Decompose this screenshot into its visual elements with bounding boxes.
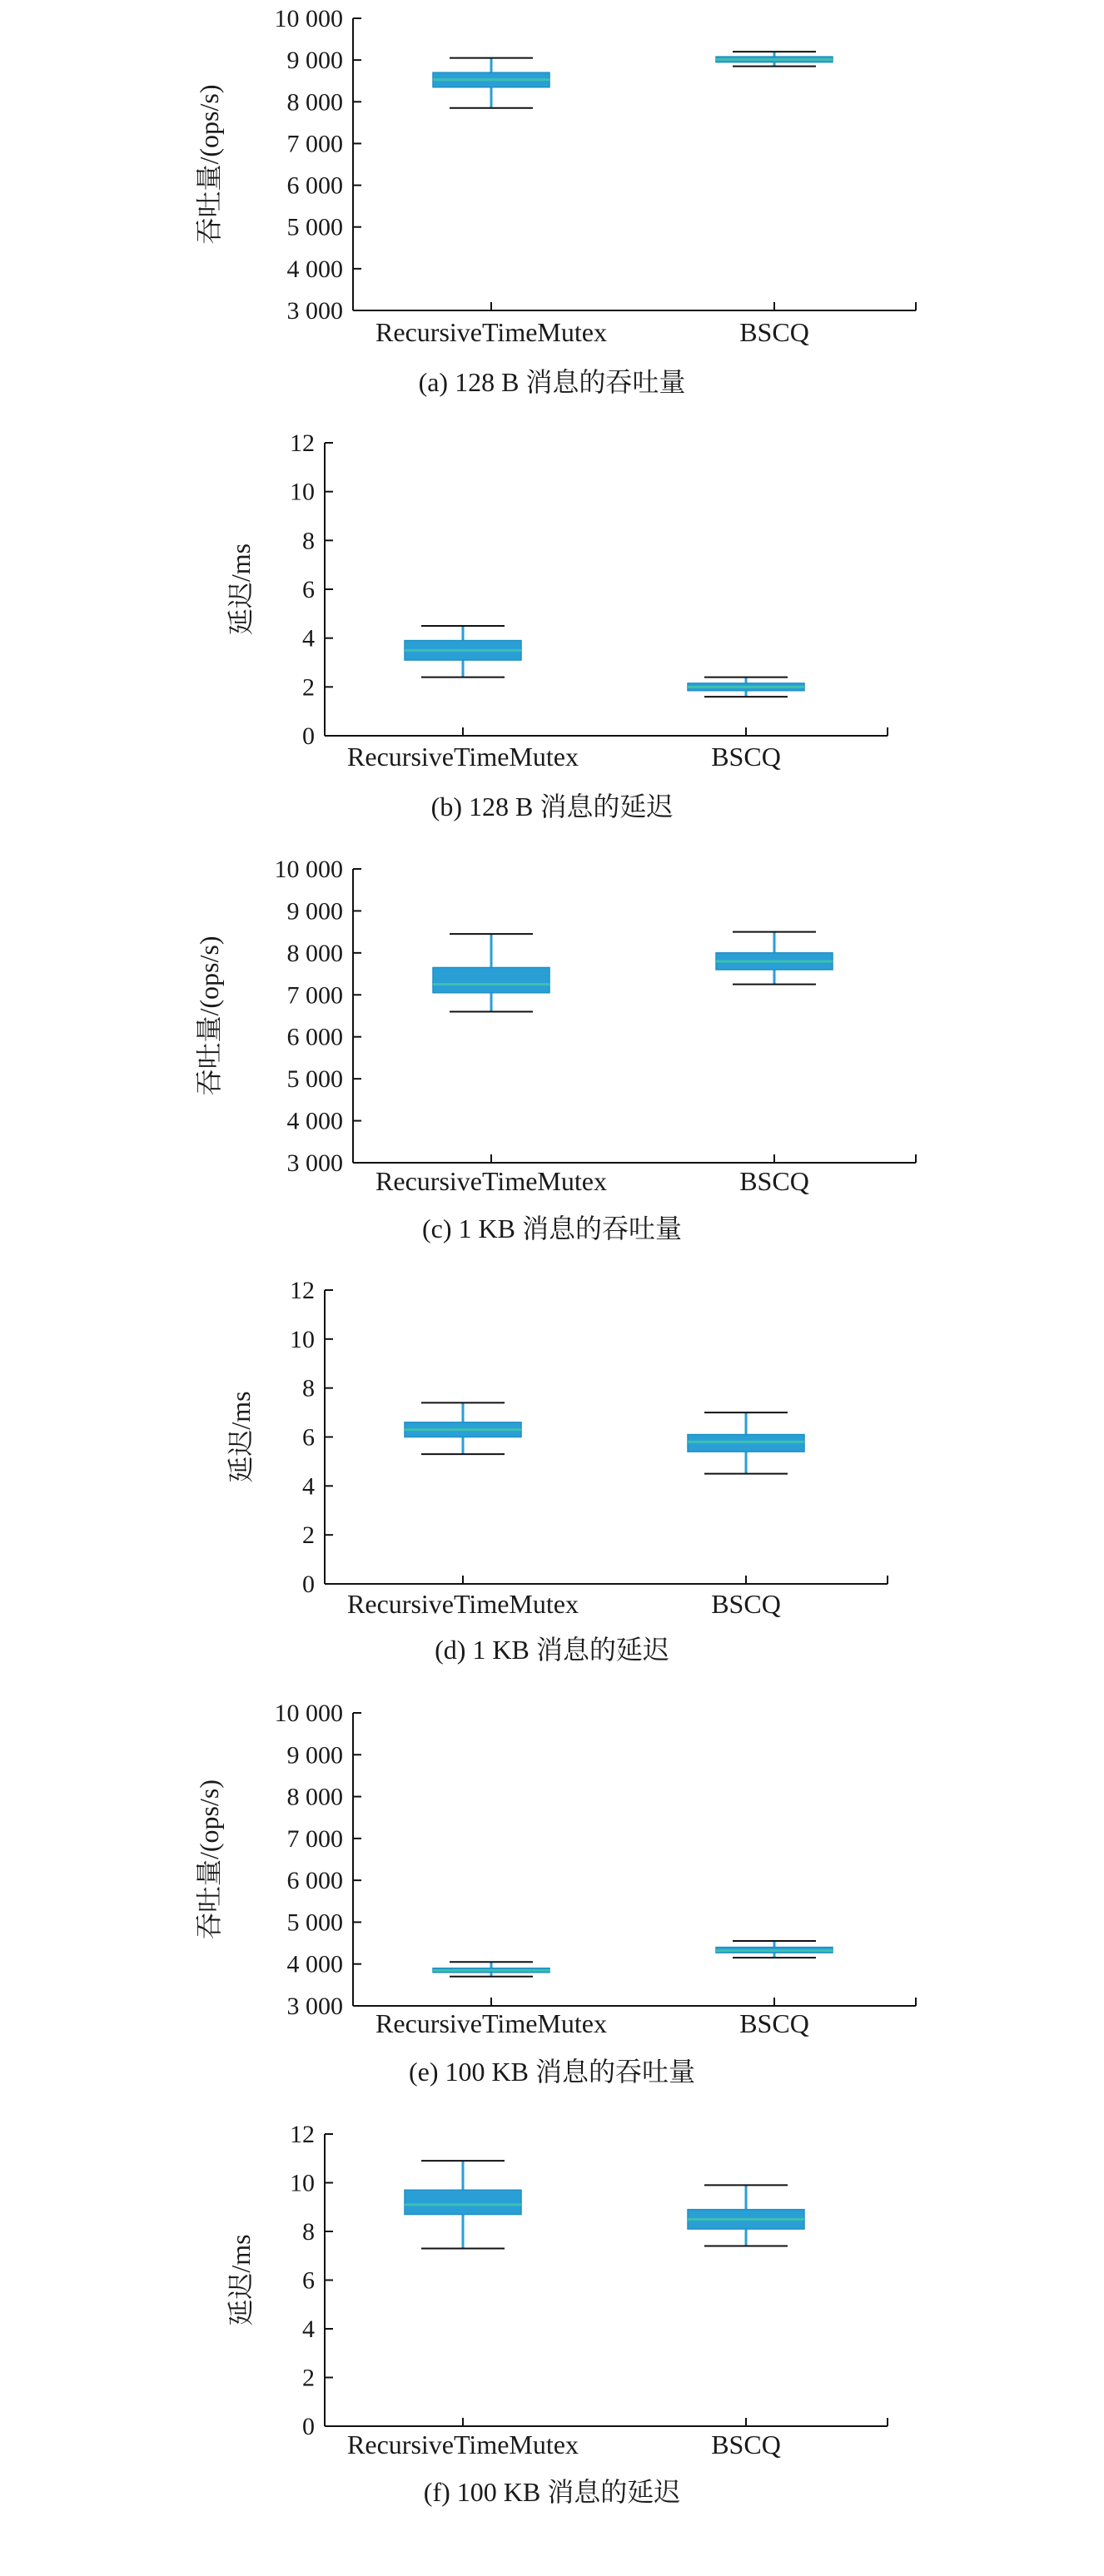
y-tick-label: 10 000: [274, 1700, 343, 1727]
y-tick-label: 6: [302, 2266, 315, 2295]
y-tick-label: 8: [302, 2218, 315, 2246]
y-tick-label: 4: [302, 2315, 315, 2343]
y-tick-label: 8: [302, 1374, 315, 1402]
chart-caption: (a) 128 B 消息的吞吐量: [418, 367, 686, 397]
y-tick-label: 6: [302, 576, 315, 603]
chart-caption: (e) 100 KB 消息的吞吐量: [409, 2057, 695, 2087]
x-category-label: RecursiveTimeMutex: [347, 742, 579, 772]
x-category-label: BSCQ: [739, 317, 809, 347]
x-category-label: BSCQ: [739, 2008, 809, 2038]
y-tick-label: 2: [302, 1521, 315, 1550]
chart-panel-3: [226, 1277, 888, 1665]
y-tick-label: 6 000: [286, 1867, 343, 1895]
y-tick-label: 9 000: [286, 1741, 343, 1769]
chart-panel-1: [226, 429, 888, 821]
chart-caption: (f) 100 KB 消息的延迟: [423, 2477, 681, 2507]
y-tick-label: 12: [290, 429, 315, 457]
y-tick-label: 4 000: [286, 255, 343, 283]
y-axis-title: 延迟/ms: [226, 1391, 256, 1483]
y-axis-title: 吞吐量/(ops/s): [194, 1779, 224, 1940]
y-tick-label: 5 000: [286, 1065, 343, 1094]
y-tick-label: 8 000: [286, 939, 343, 967]
chart-caption: (b) 128 B 消息的延迟: [430, 792, 674, 821]
y-axis-title: 吞吐量/(ops/s): [194, 936, 224, 1096]
y-tick-label: 4: [302, 1472, 315, 1501]
x-category-label: RecursiveTimeMutex: [375, 1166, 607, 1196]
y-tick-label: 0: [302, 722, 315, 750]
x-category-label: RecursiveTimeMutex: [375, 317, 607, 347]
x-category-label: RecursiveTimeMutex: [347, 1589, 579, 1619]
y-tick-label: 3 000: [286, 1149, 343, 1177]
y-tick-label: 9 000: [286, 47, 343, 75]
x-category-label: RecursiveTimeMutex: [347, 2430, 579, 2459]
y-tick-label: 5 000: [286, 213, 343, 241]
y-tick-label: 9 000: [286, 897, 343, 926]
x-category-label: BSCQ: [711, 742, 781, 772]
charts-group: [194, 5, 916, 2507]
x-category-label: RecursiveTimeMutex: [375, 2008, 607, 2038]
y-tick-label: 4 000: [286, 1950, 343, 1978]
x-category-label: BSCQ: [711, 1589, 781, 1619]
y-tick-label: 7 000: [286, 130, 343, 158]
y-tick-label: 4: [302, 624, 315, 653]
chart-caption: (d) 1 KB 消息的延迟: [435, 1635, 669, 1665]
y-tick-label: 7 000: [286, 981, 343, 1010]
y-tick-label: 10: [290, 2169, 315, 2197]
y-tick-label: 3 000: [286, 297, 343, 325]
y-tick-label: 6: [302, 1423, 315, 1452]
x-category-label: BSCQ: [739, 1166, 809, 1196]
x-category-label: BSCQ: [711, 2430, 781, 2459]
y-tick-label: 2: [302, 2364, 315, 2392]
y-axis-title: 吞吐量/(ops/s): [194, 84, 224, 245]
y-tick-label: 8 000: [286, 88, 343, 117]
y-tick-label: 10 000: [274, 5, 343, 32]
y-tick-label: 12: [290, 1277, 315, 1304]
chart-panel-0: [194, 5, 916, 397]
chart-panel-5: [226, 2121, 888, 2507]
y-tick-label: 2: [302, 673, 315, 702]
y-tick-label: 10: [290, 478, 315, 506]
y-tick-label: 12: [290, 2121, 315, 2148]
chart-panel-4: [194, 1700, 916, 2087]
y-tick-label: 4 000: [286, 1107, 343, 1135]
y-tick-label: 7 000: [286, 1824, 343, 1853]
y-tick-label: 5 000: [286, 1908, 343, 1937]
y-axis-title: 延迟/ms: [226, 543, 256, 636]
chart-caption: (c) 1 KB 消息的吞吐量: [422, 1214, 682, 1243]
y-tick-label: 6 000: [286, 1023, 343, 1051]
y-tick-label: 10: [290, 1325, 315, 1353]
y-tick-label: 8: [302, 527, 315, 555]
box-iqr: [433, 968, 550, 993]
box-iqr: [405, 2190, 521, 2214]
y-tick-label: 0: [302, 2413, 315, 2440]
y-tick-label: 3 000: [286, 1993, 343, 2020]
y-tick-label: 0: [302, 1571, 315, 1598]
y-tick-label: 10 000: [274, 856, 343, 883]
y-axis-title: 延迟/ms: [226, 2234, 256, 2326]
y-tick-label: 6 000: [286, 171, 343, 200]
y-tick-label: 8 000: [286, 1783, 343, 1811]
chart-panel-2: [194, 856, 916, 1243]
